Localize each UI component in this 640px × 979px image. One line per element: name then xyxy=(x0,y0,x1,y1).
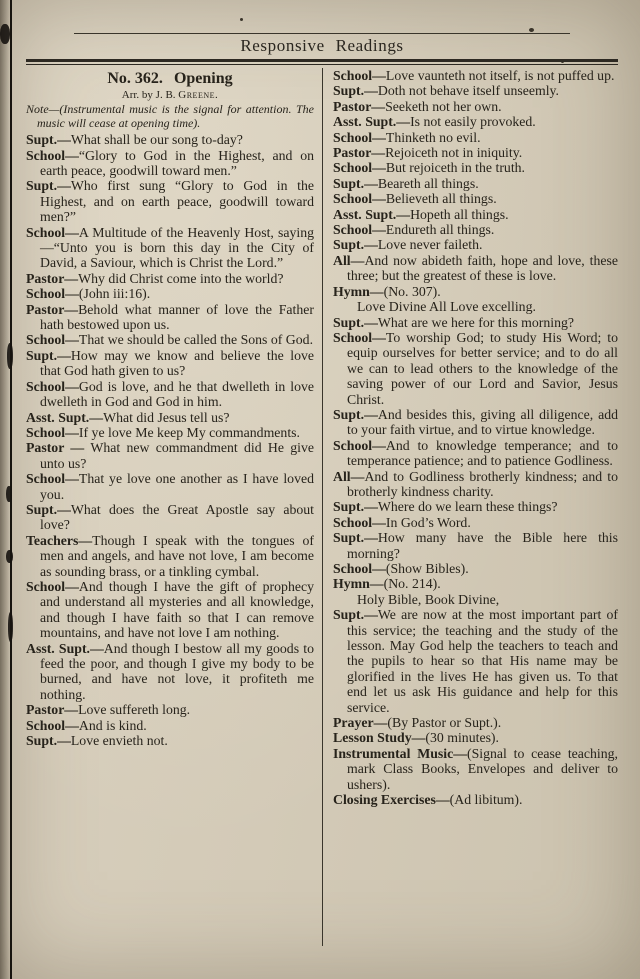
speaker-label: Pastor— xyxy=(26,270,79,286)
reading-entry: Hymn—(No. 307). xyxy=(333,283,441,299)
ink-smudge xyxy=(0,24,10,44)
speaker-label: Supt.— xyxy=(333,530,378,546)
speaker-label: All— xyxy=(333,252,365,268)
speaker-label: School— xyxy=(333,191,386,207)
ink-smudge xyxy=(6,550,13,563)
speaker-label: School— xyxy=(26,578,79,594)
speaker-label: Pastor— xyxy=(333,145,386,161)
reading-entry: All—And to Godliness brotherly kindness; and to brotherly kindness charity. xyxy=(333,468,618,499)
speaker-label: Closing Exercises— xyxy=(333,792,450,808)
reading-entry: Hymn—(No. 214). xyxy=(333,576,441,592)
reading-entry: Asst. Supt.—Is not easily provoked. xyxy=(333,114,536,130)
speaker-label: Asst. Supt.— xyxy=(333,206,411,222)
right-entries xyxy=(333,68,618,808)
reading-entry: Supt.—Doth not behave itself unseemly. xyxy=(333,83,559,99)
speaker-label: School— xyxy=(333,129,386,145)
reading-entry: Supt.—How may we know and believe the love that God hath given to us? xyxy=(26,347,314,379)
speaker-label: Pastor — xyxy=(26,440,91,456)
reading-entry: Asst. Supt.—And though I bestow all my goods to feed the poor, and though I give my body to be burned, and have not love, it profiteth me nothing. xyxy=(26,640,314,702)
section-number: No. 362. xyxy=(107,70,163,87)
speaker-label: School— xyxy=(26,224,79,240)
reading-entry: School—That we should be called the Sons of God. xyxy=(26,332,314,348)
reading-entry: School—(John iii:16). xyxy=(26,286,151,302)
reading-entry: Pastor—Behold what manner of love the Father hath bestowed upon us. xyxy=(26,301,314,333)
reading-entry: Supt.—Love envieth not. xyxy=(26,733,168,749)
speaker-label: School— xyxy=(26,471,79,487)
speaker-label: Supt.— xyxy=(333,175,378,191)
reading-entry: Pastor — What new commandment did He give unto us? xyxy=(26,440,314,471)
reading-entry: Closing Exercises—(Ad libitum). xyxy=(333,792,523,808)
reading-entry: School—In God’s Word. xyxy=(333,514,471,530)
ink-smudge xyxy=(8,612,13,642)
speaker-label: Supt.— xyxy=(333,314,378,330)
reading-entry: Supt.—How many have the Bible here this morning? xyxy=(333,530,618,561)
note xyxy=(26,103,314,130)
speaker-label: School— xyxy=(26,717,79,733)
speaker-label: Asst. Supt.— xyxy=(26,409,104,425)
speaker-label: School— xyxy=(333,160,386,176)
section-heading xyxy=(26,69,314,89)
left-column xyxy=(26,68,322,946)
reading-entry: School—If ye love Me keep My commandments. xyxy=(26,424,300,440)
reading-entry: School—God is love, and he that dwelleth in love dwelleth in God and God in him. xyxy=(26,378,314,410)
speaker-label: Hymn— xyxy=(333,283,384,299)
section-title: Opening xyxy=(173,70,233,87)
speaker-label: School— xyxy=(26,286,79,302)
speaker-label: School— xyxy=(333,514,386,530)
reading-entry: Supt.—What does the Great Apostle say about love? xyxy=(26,501,314,533)
reading-entry: Lesson Study—(30 minutes). xyxy=(333,730,499,746)
reading-entry: School—And to knowledge temperance; and to temperance patience; and to patience Godliness. xyxy=(333,437,618,469)
speaker-label: Lesson Study— xyxy=(333,730,426,746)
speaker-label: School— xyxy=(26,332,79,348)
speaker-label: School— xyxy=(333,68,386,83)
speaker-label: Pastor— xyxy=(26,301,79,317)
speaker-label: School— xyxy=(26,424,79,440)
speaker-label: Asst. Supt.— xyxy=(26,640,104,656)
page-title: Responsive Readings xyxy=(240,36,404,55)
reading-entry: Supt.—Beareth all things. xyxy=(333,175,479,191)
ink-smudge xyxy=(7,343,13,369)
reading-entry: Pastor—Rejoiceth not in iniquity. xyxy=(333,145,523,161)
note-text: —(Instrumental music is the signal for attention. The music will cease at opening time). xyxy=(37,102,314,130)
reading-entry: Supt.—Love never faileth. xyxy=(333,237,483,253)
reading-entry: Pastor—Love suffereth long. xyxy=(26,702,191,718)
speaker-label: Pastor— xyxy=(26,702,79,718)
speaker-label: School— xyxy=(26,147,79,163)
reading-entry: School—Endureth all things. xyxy=(333,222,495,238)
reading-entry: Pastor—Why did Christ come into the world? xyxy=(26,270,284,286)
reading-entry: Supt.—What are we here for this morning? xyxy=(333,314,575,330)
reading-entry: All—And now abideth faith, hope and love, these three; but the greatest of these is love. xyxy=(333,252,618,284)
speaker-label: Instrumental Music— xyxy=(333,745,468,761)
reading-entry: Supt.—We are now at the most important part of this service; the teaching and the study of the lesson. May God help the teachers to teach and the pupils to hear so that His name may be glorified in the lives He has given us. To that end let us ask His guidance and help for this service. xyxy=(333,607,618,715)
reading-entry: School—Love vaunteth not itself, is not puffed up. xyxy=(333,68,615,83)
reading-entry: Supt.—Who first sung “Glory to God in the Highest, and on earth peace, goodwill toward men?” xyxy=(26,178,314,225)
reading-entry: School—And though I have the gift of prophecy and understand all mysteries and all knowledge, and though I have faith so that I can remove mountains, and have not love I am nothing. xyxy=(26,578,314,641)
attribution xyxy=(26,89,314,102)
speaker-label: Supt.— xyxy=(26,178,71,194)
right-column xyxy=(322,68,618,946)
reading-entry: Asst. Supt.—Hopeth all things. xyxy=(333,206,509,222)
hymn-line: Holy Bible, Book Divine, xyxy=(357,591,500,607)
reading-entry: School—Believeth all things. xyxy=(333,191,497,207)
speaker-label: School— xyxy=(333,329,386,345)
reading-entry: School—“Glory to God in the Highest, and on earth peace, goodwill toward men.” xyxy=(26,147,314,178)
speaker-label: Hymn— xyxy=(333,576,384,592)
speaker-label: Pastor— xyxy=(333,98,386,114)
header-double-rule xyxy=(26,59,618,65)
speaker-label: School— xyxy=(333,561,386,576)
note-label: Note xyxy=(26,102,49,116)
reading-entry: Pastor—Seeketh not her own. xyxy=(333,98,502,114)
speaker-label: Supt.— xyxy=(26,347,71,363)
reading-entry: Asst. Supt.—What did Jesus tell us? xyxy=(26,409,230,425)
speaker-label: School— xyxy=(333,437,386,453)
reading-entry: School—But rejoiceth in the truth. xyxy=(333,160,525,176)
reading-entry: School—And is kind. xyxy=(26,717,147,733)
attribution-name: Greene. xyxy=(178,89,219,101)
speaker-label: Supt.— xyxy=(333,499,378,515)
reading-entry: School—(Show Bibles). xyxy=(333,561,469,576)
speaker-label: Asst. Supt.— xyxy=(333,114,411,130)
reading-entry: School—Thinketh no evil. xyxy=(333,129,481,145)
hymn-line: Love Divine All Love excelling. xyxy=(357,299,536,315)
reading-entry: Supt.—And besides this, giving all diligence, add to your faith virtue, and to virtue knowledge. xyxy=(333,406,618,438)
speaker-label: Supt.— xyxy=(333,237,378,253)
dust-speck xyxy=(529,28,534,32)
reading-entry: School—To worship God; to study His Word; to equip ourselves for better service; and to do all we can to lead others to the knowledge of the saving power of our Lord and Savior, Jesus Christ. xyxy=(333,329,618,407)
speaker-label: Supt.— xyxy=(333,607,378,623)
reading-columns xyxy=(26,68,618,946)
header-top-rule xyxy=(74,33,570,34)
page-content xyxy=(26,33,618,946)
speaker-label: All— xyxy=(333,468,365,484)
speaker-label: Supt.— xyxy=(26,132,71,148)
reading-entry: School—That ye love one another as I have loved you. xyxy=(26,471,314,502)
dust-speck xyxy=(240,18,243,21)
speaker-label: Supt.— xyxy=(333,83,378,99)
reading-entry: Supt.—Where do we learn these things? xyxy=(333,499,558,515)
speaker-label: School— xyxy=(333,222,386,238)
reading-entry: Teachers—Though I speak with the tongues of men and angels, and have not love, I am become as sounding brass, or a tinkling cymbal. xyxy=(26,532,314,579)
ink-smudge xyxy=(6,486,12,502)
reading-entry: School—A Multitude of the Heavenly Host, saying—“Unto you is born this day in the City of David, a Saviour, which is Christ the Lord.” xyxy=(26,224,314,271)
speaker-label: Supt.— xyxy=(26,733,71,749)
reading-entry: Supt.—What shall be our song to-day? xyxy=(26,132,243,148)
speaker-label: Teachers— xyxy=(26,532,93,548)
attribution-prefix: Arr. by J. B. xyxy=(121,89,179,101)
left-entries xyxy=(26,132,314,748)
speaker-label: Supt.— xyxy=(26,501,71,517)
speaker-label: School— xyxy=(26,378,79,394)
speaker-label: Supt.— xyxy=(333,406,378,422)
reading-entry: Prayer—(By Pastor or Supt.). xyxy=(333,715,502,731)
reading-entry: Instrumental Music—(Signal to cease teaching, mark Class Books, Envelopes and deliver to ushers). xyxy=(333,745,619,792)
speaker-label: Prayer— xyxy=(333,715,388,731)
